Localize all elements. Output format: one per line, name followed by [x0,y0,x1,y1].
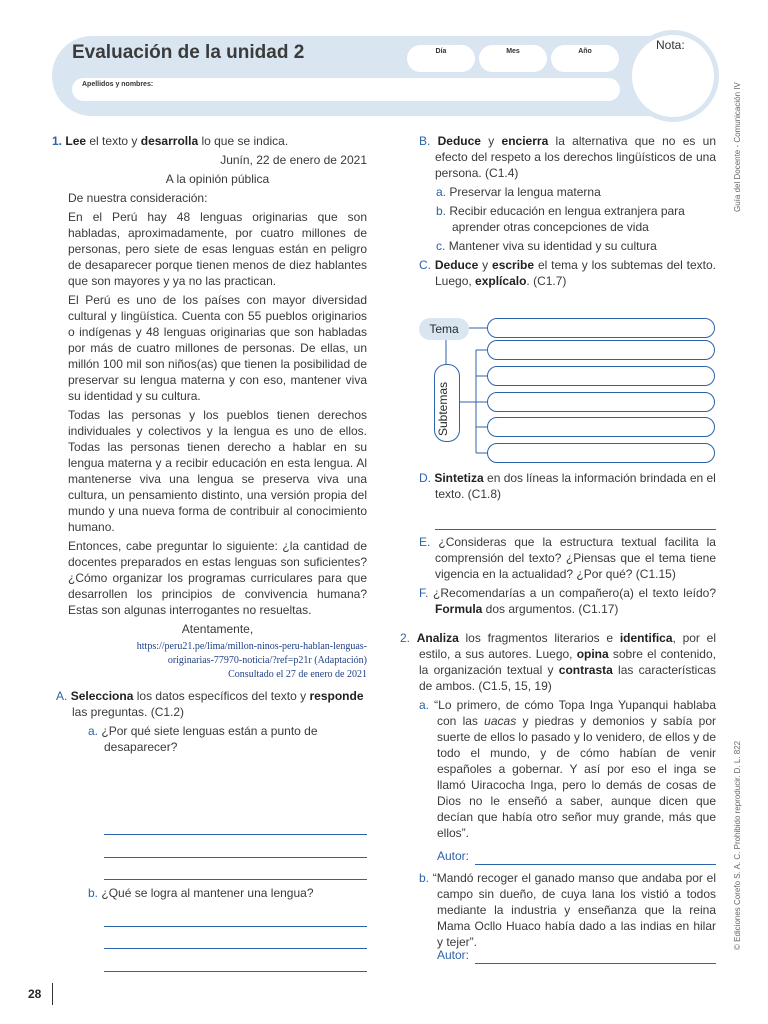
q2-verb-2: identifica [619,631,673,645]
q1a-b-label: b. [88,886,99,900]
q2a-italic: uacas [484,714,517,728]
q2-verb-3: opina [576,647,609,661]
answer-line[interactable] [104,971,367,972]
letter-recipient: A la opinión pública [165,172,270,186]
source-consulted: Consultado el 27 de enero de 2021 [228,669,367,680]
q1b-text-2: la alternativa que no es un efecto del respeto a los derechos lingüísticos de una persona. (C1.4) [435,134,716,180]
q2a-label: a. [419,698,430,712]
q2-item [400,630,716,844]
q1c-label: C. [419,258,431,272]
q2b-label: b. [419,871,430,885]
q2b-author-label: Autor: [437,948,470,962]
q1a-text-2: las preguntas. (C1.2) [72,705,185,719]
side-guide-text: Guía del Docente - Comunicación IV [733,82,742,212]
q1b-option-c[interactable] [419,238,716,254]
q2-text-2: , por el estilo, a sus autores. Luego, [419,631,716,661]
q1c-text-1: y [478,258,493,272]
q1d-item [419,470,716,505]
left-column [52,133,367,758]
q1e-label: E. [419,535,431,549]
answer-line[interactable] [104,857,367,858]
year-field[interactable]: Año [551,45,619,72]
q2-verb-4: contrasta [558,663,613,677]
q1a-label: A. [56,689,68,703]
q1b-verb-1: Deduce [437,134,481,148]
right-column-top [419,133,716,292]
q1b-a-text: Preservar la lengua materna [449,185,601,199]
side-copyright-text: © Ediciones Corefo S. A. C. Prohibido reproducir. D. L. 822 [733,740,742,950]
q1b-text-1: y [480,134,502,148]
grade-label: Nota: [656,38,685,52]
q2b-author-line[interactable] [475,963,716,964]
q1f-verb: Formula [435,602,483,616]
right-column-bottom [419,534,716,620]
q1-intro-end: lo que se indica. [198,134,289,148]
q1-intro-text: el texto y [86,134,141,148]
day-field[interactable]: Día [407,45,475,72]
q1a-verb-1: Selecciona [70,689,134,703]
answer-line[interactable] [104,948,367,949]
q1b-verb-2: encierra [501,134,549,148]
q1-verb-desarrolla: desarrolla [140,134,199,148]
q2-text-4: las características de ambos. (C1.5, 15, 19) [419,663,716,693]
answer-line[interactable] [104,879,367,880]
q1c-text-2: el tema y los subtemas del texto. Luego, [435,258,716,288]
subtopic-answer-box[interactable] [487,366,715,386]
q1d-text: en dos líneas la información brindada en el texto. (C1.8) [435,471,716,501]
q1b-c-text: Mantener viva su identidad y su cultura [448,239,657,253]
subtopics-label: Subtemas [436,381,450,436]
letter-signoff: Atentamente, [181,622,254,636]
q1a-b-item [88,885,368,901]
q1c-verb-3: explícalo [475,274,527,288]
letter-paragraph-1: En el Perú hay 48 lenguas originarias que son habladas, aproximadamente, por cuatro millones de personas, pero siete de esas lenguas están en peligro de desaparecer porque tienen menos de diez hablantes que son mayores y ya no las practican. [68,210,367,288]
q1a-b-question: ¿Qué se logra al mantener una lengua? [101,886,314,900]
q2b-item [419,870,716,953]
q1b-option-a[interactable] [419,184,716,200]
q1-verb-lee: Lee [65,134,87,148]
topic-answer-box[interactable] [487,318,715,338]
page-number-divider [52,983,53,1005]
q1d-verb: Sintetiza [434,471,484,485]
q1e-text: ¿Consideras que la estructura textual facilita la comprensión del texto? ¿Piensas que el tema tiene vigencia en la actualidad? ¿Por qué? (C1.15) [435,535,716,581]
q1b-b-label: b. [436,204,447,218]
answer-line[interactable] [435,529,716,530]
q1f-text-2: dos argumentos. (C1.17) [482,602,619,616]
answer-line[interactable] [104,834,367,835]
q1a-a-question: ¿Por qué siete lenguas están a punto de desaparecer? [101,724,318,754]
q1b-option-b[interactable] [419,203,716,235]
page-number: 28 [28,987,42,1001]
letter-paragraph-2: El Perú es uno de los países con mayor diversidad cultural y lingüística. Cuenta con 55 pueblos originarios o indígenas y 48 lenguas originarias que son habladas por más de cuatro millones de personas. De ellas, un millón 100 mil son niños(as) que tienen la posibilidad de preservar su lengua materna y con eso, mantener viva su identidad y su cultura. [68,293,367,403]
letter-greeting: De nuestra consideración: [68,191,208,205]
q1b-b-text: Recibir educación en lengua extranjera para aprender otras concepciones de vida [449,204,685,234]
subtopic-answer-box[interactable] [487,443,715,463]
q1a-text-1: los datos específicos del texto y [133,689,310,703]
q2a-author-line[interactable] [475,864,716,865]
letter-paragraph-3: Todas las personas y los pueblos tienen derechos individuales y colectivos y la lengua es uno de ellos. Todas las personas tienen derecho a hablar en su lengua materna y a recibir educación en esta lengua. Al mantenerse viva una lengua se preserva viva una cultura, un pensamiento distinto, una versión propia del mundo y una nueva forma de contribuir al conocimiento humano. [68,408,367,534]
subtopic-answer-box[interactable] [487,417,715,437]
letter-date: Junín, 22 de enero de 2021 [220,153,367,167]
q1d-label: D. [419,471,431,485]
answer-line[interactable] [104,926,367,927]
q1a-a-label: a. [88,724,99,738]
q2-text-3: sobre el contenido, la organización textual y [419,647,716,677]
month-field[interactable]: Mes [479,45,547,72]
q1-number: 1. [52,134,63,148]
subtopic-answer-box[interactable] [487,392,715,412]
q1b-label: B. [419,134,431,148]
page-title: Evaluación de la unidad 2 [72,42,305,63]
q1c-verb-1: Deduce [434,258,479,272]
name-label: Apellidos y nombres: [82,81,154,88]
letter-paragraph-4: Entonces, cabe preguntar lo siguiente: ¿la cantidad de docentes preparados en estas lenguas son suficientes? ¿Cómo organizar los programas curriculares para que desarrollen los principios de convivencia humana? Estas son algunas interrogantes no resueltas. [68,539,367,617]
q1b-c-label: c. [436,239,446,253]
q1a-verb-2: responde [309,689,364,703]
q2-text-1: los fragmentos literarios e [458,631,620,645]
topic-label: Tema [419,318,469,340]
q1c-verb-2: escribe [492,258,535,272]
subtopic-answer-box[interactable] [487,340,715,360]
q2a-author-label: Autor: [437,849,470,863]
q1f-text-1: ¿Recomendarías a un compañero(a) el texto leído? [433,586,716,600]
q2-number: 2. [400,631,411,645]
q2a-text-1: “Lo primero, de cómo Topa Inga Yupanqui hablaba con las [434,698,716,728]
q1b-a-label: a. [436,185,447,199]
source-url[interactable]: https://peru21.pe/lima/millon-ninos-peru-hablan-lenguas-originarias-77970-noticia/?ref=p21r (Adaptación) [136,641,367,666]
q1c-text-3: . (C1.7) [526,274,567,288]
q2b-text: “Mandó recoger el ganado manso que andaba por el campo sin dueño, de cuya lana los vistió a todos mediante la industria y enseñanza que la reina Mama Ocllo Huaco había dado a las indias en hilar y tejer”. [432,871,716,949]
name-field[interactable] [72,78,620,101]
q2-verb-1: Analiza [416,631,459,645]
q1f-label: F. [419,586,429,600]
q2a-text-2: y piedras y demonios y sabía por suerte de ellos lo pasado y lo venidero, de ellos y de todo el mundo, y de cómo habían de venir españoles a gobernar. Y así por eso el inga se llamó Uiracocha Inga, pero lo demás de cosas de Dios no le enseñó a saber, aunque dicen que decían que había otro señor muy grande, más que ellos”. [437,714,716,840]
